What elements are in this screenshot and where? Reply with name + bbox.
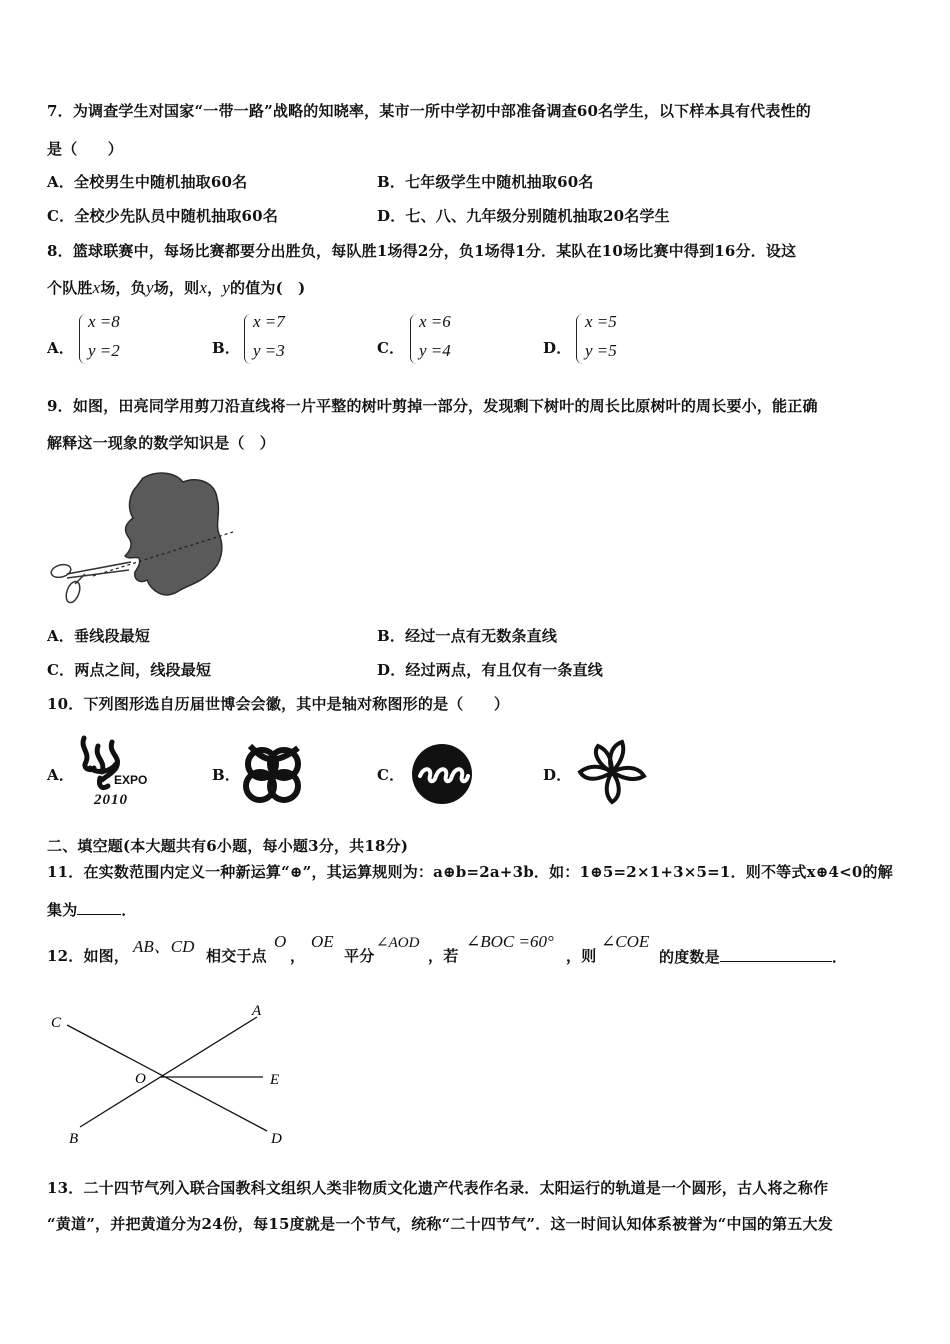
q12-end: ． <box>831 948 848 966</box>
label-d: D <box>271 1131 282 1147</box>
q8-option-a-eq1: x =8 <box>88 312 120 331</box>
var-y-2: y <box>222 278 231 297</box>
q12-oe: OE <box>311 932 334 951</box>
q12-aod: ∠AOD <box>376 935 420 951</box>
q12-t2: ， <box>290 947 306 965</box>
q11-line2-text: 集为 <box>47 901 78 919</box>
q12-t5: ，则 <box>566 947 597 965</box>
q7-option-a: A．全校男生中随机抽取60名 <box>47 173 248 191</box>
q8-option-c-label: C． <box>377 339 405 357</box>
q7-option-c: C．全校少先队员中随机抽取60名 <box>47 207 279 225</box>
q11-line2 <box>47 899 137 920</box>
flower-logo <box>572 736 652 808</box>
q7-line1: 7．为调查学生对国家“一带一路”战略的知晓率，某市一所中学初中部准备调查60名学生，以下样本具有代表性的 <box>47 102 811 120</box>
q8-option-a-label: A． <box>47 339 75 357</box>
q8-option-b-eq1: x =7 <box>253 312 285 331</box>
line-ab <box>80 1017 257 1127</box>
q11-line1: 11．在实数范围内定义一种新运算“⊕”，其运算规则为：a⊕b=2a+3b．如：1⊕5=2×1+3×5=1．则不等式x⊕4<0的解 <box>47 863 893 881</box>
section-2-title: 二、填空题(本大题共有6小题，每小题3分，共18分) <box>47 837 409 855</box>
var-x: x <box>92 278 101 297</box>
q8-line2-a: 个队胜 <box>47 279 93 297</box>
q7-line2: 是（ ） <box>47 140 124 158</box>
leaf-scissors-figure <box>45 468 235 610</box>
q11-line2-end: ． <box>121 901 137 919</box>
q12-t3: 平分 <box>344 947 375 965</box>
q10-line1: 10．下列图形选自历届世博会会徽，其中是轴对称图形的是（ ） <box>47 695 510 713</box>
expo-year: 2010 <box>94 792 128 808</box>
q10-label-b: B． <box>212 766 241 784</box>
q9-option-c: C．两点之间，线段最短 <box>47 661 212 679</box>
q8-option-a-brace <box>79 314 86 364</box>
q12-ab-cd: AB、CD <box>133 937 195 956</box>
label-a: A <box>252 1003 262 1019</box>
q9-option-d: D．经过两点，有且仅有一条直线 <box>377 661 604 679</box>
var-y: y <box>145 278 154 297</box>
q12-t4: ，若 <box>428 947 459 965</box>
label-c: C <box>51 1015 62 1031</box>
q13-line1: 13．二十四节气列入联合国教科文组织人类非物质文化遗产代表作名录．太阳运行的轨道是一个圆形，古人将之称作 <box>47 1179 829 1197</box>
q8-option-d-label: D． <box>543 339 572 357</box>
intersecting-lines-figure <box>45 995 295 1155</box>
label-b: B <box>69 1131 79 1147</box>
q10-label-c: C． <box>377 766 405 784</box>
q12-answer-blank[interactable] <box>720 946 832 962</box>
q9-line1: 9．如图，田亮同学用剪刀沿直线将一片平整的树叶剪掉一部分，发现剩下树叶的周长比原树叶的周长要小，能正确 <box>47 397 818 415</box>
q8-option-c-eq2: y =4 <box>419 341 451 360</box>
q8-option-c-brace <box>410 314 417 364</box>
expo-2010-logo <box>76 728 156 808</box>
line-cd <box>67 1025 267 1131</box>
q8-option-b-label: B． <box>212 339 241 357</box>
q10-label-a: A． <box>47 766 75 784</box>
knot-logo <box>242 738 308 808</box>
q7-option-b: B．七年级学生中随机抽取60名 <box>377 173 594 191</box>
label-e: E <box>270 1072 280 1088</box>
q8-line2 <box>47 278 305 298</box>
q8-line2-c: 场，则 <box>153 279 200 297</box>
var-x-2: x <box>199 278 208 297</box>
q8-option-d-eq2: y =5 <box>585 341 617 360</box>
leaf-shape <box>125 473 222 595</box>
q8-line2-d: 的值为( ) <box>230 279 306 297</box>
q8-option-b-brace <box>244 314 251 364</box>
q12-o: O <box>274 932 287 951</box>
q9-option-b: B．经过一点有无数条直线 <box>377 627 558 645</box>
q8-option-b-eq2: y =3 <box>253 341 285 360</box>
q9-line2: 解释这一现象的数学知识是（ ） <box>47 434 276 452</box>
q8-line2-b: 场，负 <box>100 279 146 297</box>
q12-t6-text: 的度数是 <box>659 948 720 966</box>
q8-option-a-eq2: y =2 <box>88 341 120 360</box>
label-o: O <box>135 1071 146 1087</box>
q8-comma: ， <box>207 279 223 297</box>
q12-prefix: 12．如图， <box>47 947 130 965</box>
q13-line2: “黄道”，并把黄道分为24份，每15度就是一个节气，统称“二十四节气”．这一时间认知体系被誉为“中国的第五大发 <box>47 1215 833 1233</box>
q8-option-c-eq1: x =6 <box>419 312 451 331</box>
q7-option-d: D．七、八、九年级分别随机抽取20名学生 <box>377 207 670 225</box>
q12-t1: 相交于点 <box>206 947 267 965</box>
q9-option-a: A．垂线段最短 <box>47 627 151 645</box>
q11-answer-blank[interactable] <box>77 899 121 915</box>
q8-line1: 8．篮球联赛中，每场比赛都要分出胜负，每队胜1场得2分，负1场得1分．某队在10场比赛中得到16分．设这 <box>47 242 797 260</box>
q12-coe: ∠COE <box>601 932 650 951</box>
expo-text: EXPO <box>114 773 148 787</box>
q12-t6 <box>659 946 847 967</box>
q8-option-d-brace <box>576 314 583 364</box>
q10-label-d: D． <box>543 766 572 784</box>
q8-option-d-eq1: x =5 <box>585 312 617 331</box>
q12-boc: ∠BOC =60° <box>466 932 554 951</box>
wave-circle-logo <box>410 742 474 806</box>
